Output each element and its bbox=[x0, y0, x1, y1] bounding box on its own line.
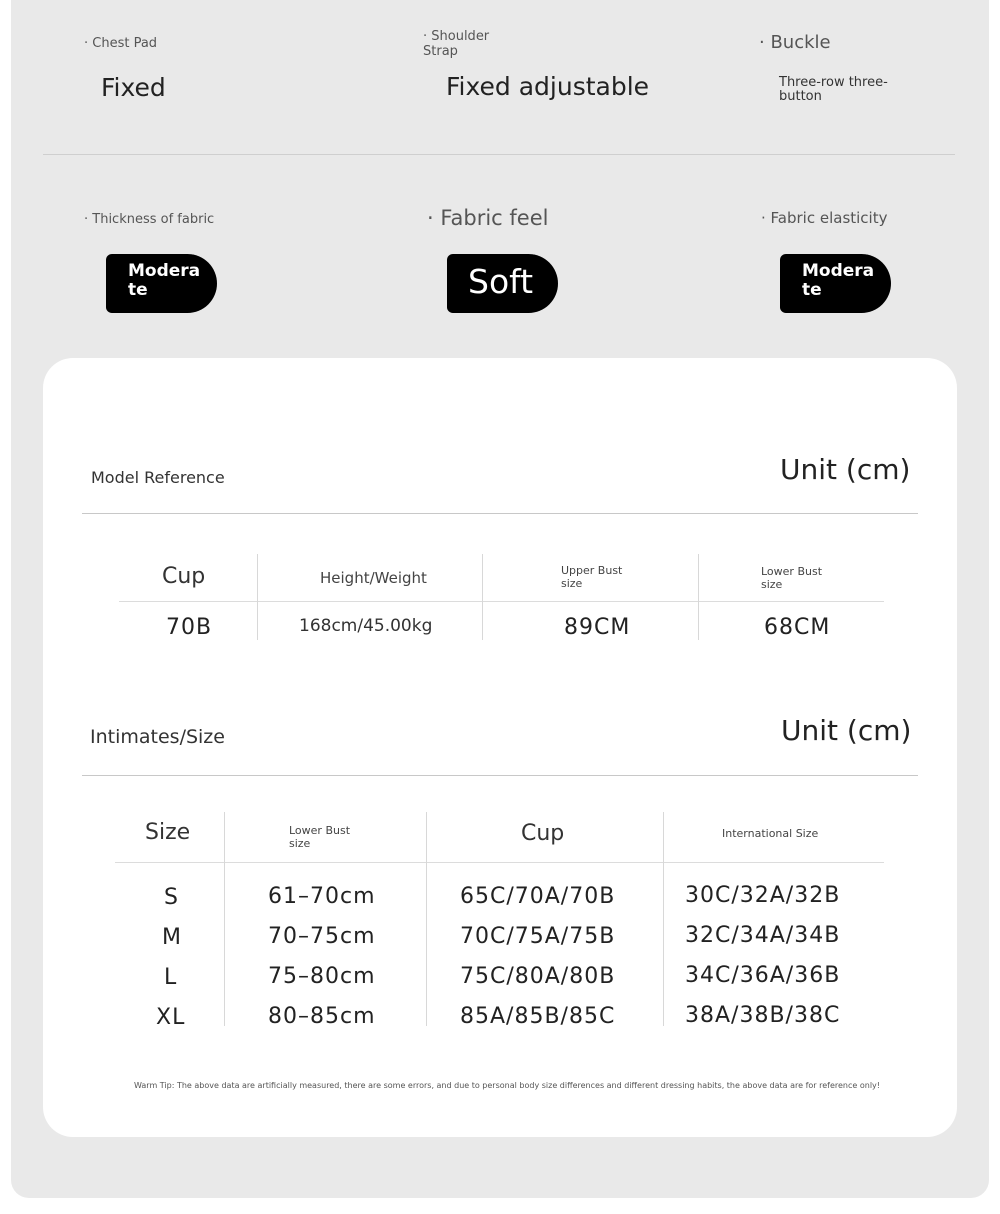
size-table-header-divider bbox=[115, 862, 884, 863]
international-cell: 32C/34A/34B bbox=[685, 923, 841, 948]
elasticity-value: Moderate bbox=[802, 261, 875, 300]
thickness-label: · Thickness of fabric bbox=[84, 212, 215, 227]
chest-pad-label: · Chest Pad bbox=[84, 36, 158, 51]
chest-pad-value: Fixed bbox=[101, 73, 166, 102]
international-cell: 30C/32A/32B bbox=[685, 883, 841, 908]
fabric-feel-label: · Fabric feel bbox=[427, 206, 549, 230]
cup-cell: 65C/70A/70B bbox=[460, 884, 616, 909]
cup-cell: 85A/85B/85C bbox=[460, 1004, 616, 1029]
model-table-row-divider bbox=[119, 601, 884, 602]
size-col-divider-3 bbox=[663, 812, 664, 1026]
buckle-value: Three-row three-button bbox=[779, 75, 888, 104]
model-col-divider-2 bbox=[482, 554, 483, 640]
size-chart-divider bbox=[82, 775, 918, 776]
size-chart-title: Intimates/Size bbox=[90, 726, 225, 748]
size-cell: L bbox=[164, 965, 178, 990]
model-td-cup: 70B bbox=[166, 615, 213, 640]
fabric-feel-value: Soft bbox=[468, 262, 534, 301]
model-th-height-weight: Height/Weight bbox=[320, 569, 427, 587]
lower-bust-cell: 75–80cm bbox=[268, 964, 376, 989]
attributes-divider bbox=[43, 154, 955, 155]
elasticity-label: · Fabric elasticity bbox=[761, 209, 888, 227]
elasticity-badge bbox=[780, 254, 891, 313]
model-col-divider-1 bbox=[257, 554, 258, 640]
size-cell: M bbox=[162, 925, 182, 950]
model-th-lower-bust: Lower Bust size bbox=[761, 565, 823, 591]
size-cell: S bbox=[164, 885, 179, 910]
size-th-lower-bust: Lower Bust size bbox=[289, 824, 351, 850]
model-reference-divider bbox=[82, 513, 918, 514]
model-td-height-weight: 168cm/45.00kg bbox=[299, 616, 433, 636]
size-col-divider-2 bbox=[426, 812, 427, 1026]
buckle-label: · Buckle bbox=[759, 32, 831, 53]
shoulder-strap-value: Fixed adjustable bbox=[446, 72, 650, 101]
model-th-cup: Cup bbox=[162, 564, 206, 589]
international-cell: 38A/38B/38C bbox=[685, 1003, 841, 1028]
shoulder-strap-label: · Shoulder Strap bbox=[423, 29, 490, 59]
lower-bust-cell: 70–75cm bbox=[268, 924, 376, 949]
lower-bust-cell: 61–70cm bbox=[268, 884, 376, 909]
model-reference-unit: Unit (cm) bbox=[780, 453, 911, 486]
model-reference-title: Model Reference bbox=[91, 468, 225, 487]
thickness-value: Moderate bbox=[128, 261, 201, 300]
size-card bbox=[43, 358, 957, 1137]
size-chart-unit: Unit (cm) bbox=[781, 714, 912, 747]
model-td-upper-bust: 89CM bbox=[564, 615, 631, 640]
size-col-divider-1 bbox=[224, 812, 225, 1026]
size-th-cup: Cup bbox=[521, 821, 565, 846]
thickness-badge bbox=[106, 254, 217, 313]
international-cell: 34C/36A/36B bbox=[685, 963, 841, 988]
fabric-feel-badge bbox=[447, 254, 558, 313]
cup-cell: 75C/80A/80B bbox=[460, 964, 616, 989]
model-th-upper-bust: Upper Bust size bbox=[561, 564, 623, 590]
warm-tip: Warm Tip: The above data are artificially measured, there are some errors, and due to personal body size differences and different dressing habits, the above data are for reference only! bbox=[134, 1081, 880, 1090]
size-th-international: International Size bbox=[722, 827, 819, 840]
size-cell: XL bbox=[156, 1005, 186, 1030]
model-td-lower-bust: 68CM bbox=[764, 615, 831, 640]
model-col-divider-3 bbox=[698, 554, 699, 640]
size-th-size: Size bbox=[145, 820, 191, 845]
cup-cell: 70C/75A/75B bbox=[460, 924, 616, 949]
lower-bust-cell: 80–85cm bbox=[268, 1004, 376, 1029]
